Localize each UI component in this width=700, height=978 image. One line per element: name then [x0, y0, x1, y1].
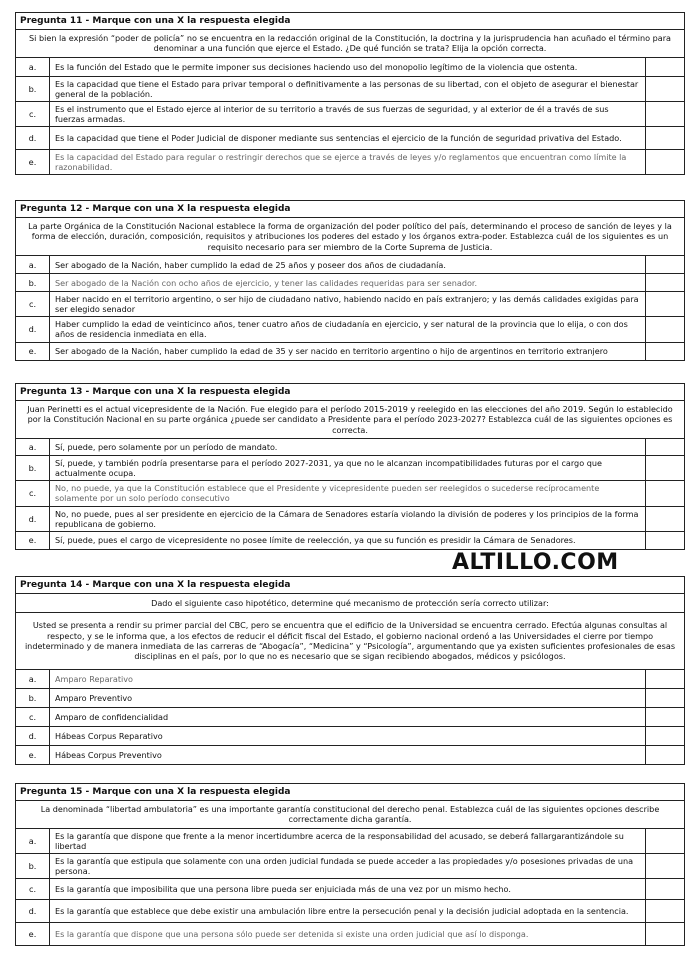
option-letter: a.	[16, 439, 50, 455]
question-title: Pregunta 12 - Marque con una X la respuesta elegida	[16, 201, 684, 218]
option-a	[16, 256, 684, 274]
option-c	[16, 879, 684, 900]
option-text: No, no puede, pues al ser presidente en ejercicio de la Cámara de Senadores estaría violando la división de poderes y los principios de la forma republicana de gobierno.	[50, 507, 646, 531]
answer-box[interactable]	[646, 854, 684, 878]
option-letter: b.	[16, 689, 50, 707]
option-text: Es la garantía que establece que debe existir una ambulación libre entre la persecución penal y la decisión judicial adoptada en la sentencia.	[50, 900, 646, 922]
option-text: Sí, puede, pero solamente por un período de mandato.	[50, 439, 646, 455]
option-e	[16, 343, 684, 360]
option-c	[16, 481, 684, 506]
option-d	[16, 727, 684, 746]
question-title: Pregunta 14 - Marque con una X la respuesta elegida	[16, 577, 684, 594]
option-text: Es la capacidad que tiene el Poder Judicial de disponer mediante sus sentencias el ejercicio de la función de seguridad privativa del Estado.	[50, 127, 646, 149]
option-text: Es el instrumento que el Estado ejerce al interior de su territorio a través de sus fuerzas de seguridad, y al exterior de él a través de sus fuerzas armadas.	[50, 102, 646, 126]
option-letter: c.	[16, 102, 50, 126]
option-text: Sí, puede, y también podría presentarse para el período 2027-2031, ya que no le alcanzan incompatibilidades futuras por el cargo que actualmente ocupa.	[50, 456, 646, 480]
option-text: Amparo de confidencialidad	[50, 708, 646, 726]
option-letter: b.	[16, 456, 50, 480]
option-b	[16, 77, 684, 102]
option-text: Haber nacido en el territorio argentino, o ser hijo de ciudadano nativo, habiendo nacido en país extranjero; y las demás calidades exigidas para ser elegido senador	[50, 292, 646, 316]
option-letter: c.	[16, 879, 50, 899]
option-letter: d.	[16, 727, 50, 745]
option-letter: a.	[16, 58, 50, 76]
option-text: Es la garantía que estipula que solamente con una orden judicial fundada se puede acceder a las propiedades y/o posesiones privadas de una persona.	[50, 854, 646, 878]
option-text: Hábeas Corpus Preventivo	[50, 746, 646, 764]
answer-box[interactable]	[646, 670, 684, 688]
option-e	[16, 923, 684, 945]
question-subtitle: Dado el siguiente caso hipotético, determine qué mecanismo de protección sería correcto utilizar:	[16, 594, 684, 613]
answer-box[interactable]	[646, 746, 684, 764]
answer-box[interactable]	[646, 256, 684, 273]
option-letter: d.	[16, 900, 50, 922]
question-intro: Juan Perinetti es el actual vicepresidente de la Nación. Fue elegido para el período 2015-2019 y reelegido en las elecciones del año 2019. Según lo establecido por la Constitución Nacional en su parte orgánica ¿puede ser candidato a Presidente para el período 2023-2027? Establezca cuál de las siguientes opciones es correcta.	[16, 401, 684, 439]
option-text: Es la garantía que dispone que una persona sólo puede ser detenida si existe una orden judicial que así lo disponga.	[50, 923, 646, 945]
option-letter: d.	[16, 317, 50, 341]
option-c	[16, 102, 684, 127]
option-text: Sí, puede, pues el cargo de vicepresidente no posee límite de reelección, ya que su función es presidir la Cámara de Senadores.	[50, 532, 646, 549]
question-intro: La parte Orgánica de la Constitución Nacional establece la forma de organización del poder político del país, determinando el proceso de sanción de leyes y la forma de elección, duración, composición, requisitos y atribuciones los poderes del estado y los órganos extra-poder. Establezca cuál de los siguientes es un requisito necesario para ser miembro de la Corte Suprema de Justicia.	[16, 218, 684, 256]
option-text: No, no puede, ya que la Constitución establece que el Presidente y vicepresidente pueden ser reelegidos o sucederse recíprocamente solamente por un solo período consecutivo	[50, 481, 646, 505]
question-intro: Usted se presenta a rendir su primer parcial del CBC, pero se encuentra que el edificio de la Universidad se encuentra cerrado. Efectúa algunas consultas al respecto, y se le informa que, a los efectos de reducir el déficit fiscal del Estado, el gobierno nacional ordenó a las Universidades el cierre por tiempo indeterminado y de manera inmediata de las carreras de “Abogacía”, “Medicina” y “Psicología”, argumentando que ya existen suficientes profesionales de esas disciplinas en el país, por lo que no es necesario que se sigan recibiendo abogados, médicos y psicólogos.	[16, 613, 684, 669]
question-15	[15, 783, 685, 946]
answer-box[interactable]	[646, 127, 684, 149]
question-title: Pregunta 15 - Marque con una X la respuesta elegida	[16, 784, 684, 801]
option-letter: a.	[16, 670, 50, 688]
question-12	[15, 200, 685, 361]
answer-box[interactable]	[646, 532, 684, 549]
option-letter: a.	[16, 829, 50, 853]
option-letter: e.	[16, 923, 50, 945]
option-text: Es la capacidad que tiene el Estado para privar temporal o definitivamente a las personas de su libertad, con el objeto de asegurar el bienestar general de la población.	[50, 77, 646, 101]
option-letter: c.	[16, 708, 50, 726]
option-c	[16, 708, 684, 727]
option-b	[16, 456, 684, 481]
option-e	[16, 532, 684, 549]
question-11	[15, 12, 685, 175]
answer-box[interactable]	[646, 481, 684, 505]
question-intro: Si bien la expresión “poder de policía” no se encuentra en la redacción original de la Constitución, la doctrina y la jurisprudencia han acuñado el término para denominar a una función que ejerce el Estado. ¿De qué función se trata? Elija la opción correcta.	[16, 30, 684, 58]
answer-box[interactable]	[646, 150, 684, 174]
option-a	[16, 58, 684, 77]
option-letter: c.	[16, 292, 50, 316]
option-letter: b.	[16, 77, 50, 101]
answer-box[interactable]	[646, 727, 684, 745]
option-text: Ser abogado de la Nación, haber cumplido la edad de 35 y ser nacido en territorio argentino o hijo de argentinos en territorio extranjero	[50, 343, 646, 360]
option-text: Haber cumplido la edad de veinticinco años, tener cuatro años de ciudadanía en ejercicio, y ser natural de la provincia que lo elija, o con dos años de residencia inmediata en ella.	[50, 317, 646, 341]
option-e	[16, 150, 684, 174]
answer-box[interactable]	[646, 77, 684, 101]
option-text: Es la capacidad del Estado para regular o restringir derechos que se ejerce a través de leyes y/o reglamentos que encuentran como límite la razonabilidad.	[50, 150, 646, 174]
option-text: Es la garantía que dispone que frente a la menor incertidumbre acerca de la responsabilidad del acusado, se deberá fallargarantizándole su libertad	[50, 829, 646, 853]
option-b	[16, 689, 684, 708]
question-title: Pregunta 11 - Marque con una X la respuesta elegida	[16, 13, 684, 30]
option-text: Es la garantía que imposibilita que una persona libre pueda ser enjuiciada más de una vez por un mismo hecho.	[50, 879, 646, 899]
answer-box[interactable]	[646, 456, 684, 480]
option-text: Hábeas Corpus Reparativo	[50, 727, 646, 745]
option-a	[16, 829, 684, 854]
option-text: Amparo Preventivo	[50, 689, 646, 707]
answer-box[interactable]	[646, 102, 684, 126]
option-letter: c.	[16, 481, 50, 505]
answer-box[interactable]	[646, 829, 684, 853]
answer-box[interactable]	[646, 507, 684, 531]
option-d	[16, 127, 684, 150]
watermark-logo: ALTILLO.COM	[452, 550, 619, 575]
question-intro: La denominada “libertad ambulatoria” es una importante garantía constitucional del derecho penal. Establezca cuál de las siguientes opciones describe correctamente dicha garantía.	[16, 801, 684, 829]
option-a	[16, 670, 684, 689]
answer-box[interactable]	[646, 292, 684, 316]
option-d	[16, 317, 684, 342]
option-b	[16, 854, 684, 879]
option-b	[16, 274, 684, 292]
option-c	[16, 292, 684, 317]
answer-box[interactable]	[646, 689, 684, 707]
answer-box[interactable]	[646, 923, 684, 945]
option-d	[16, 900, 684, 923]
option-letter: d.	[16, 507, 50, 531]
option-text: Ser abogado de la Nación con ocho años de ejercicio, y tener las calidades requeridas para ser senador.	[50, 274, 646, 291]
option-a	[16, 439, 684, 456]
option-letter: e.	[16, 150, 50, 174]
answer-box[interactable]	[646, 708, 684, 726]
answer-box[interactable]	[646, 58, 684, 76]
option-letter: b.	[16, 274, 50, 291]
option-letter: e.	[16, 746, 50, 764]
option-text: Es la función del Estado que le permite imponer sus decisiones haciendo uso del monopolio legítimo de la violencia que ostenta.	[50, 58, 646, 76]
answer-box[interactable]	[646, 900, 684, 922]
option-text: Amparo Reparativo	[50, 670, 646, 688]
answer-box[interactable]	[646, 317, 684, 341]
option-letter: d.	[16, 127, 50, 149]
option-d	[16, 507, 684, 532]
answer-box[interactable]	[646, 439, 684, 455]
question-13	[15, 383, 685, 550]
option-text: Ser abogado de la Nación, haber cumplido la edad de 25 años y poseer dos años de ciudadanía.	[50, 256, 646, 273]
option-letter: e.	[16, 343, 50, 360]
question-14	[15, 576, 685, 765]
question-title: Pregunta 13 - Marque con una X la respuesta elegida	[16, 384, 684, 401]
option-e	[16, 746, 684, 764]
option-letter: e.	[16, 532, 50, 549]
answer-box[interactable]	[646, 343, 684, 360]
option-letter: b.	[16, 854, 50, 878]
answer-box[interactable]	[646, 879, 684, 899]
option-letter: a.	[16, 256, 50, 273]
answer-box[interactable]	[646, 274, 684, 291]
